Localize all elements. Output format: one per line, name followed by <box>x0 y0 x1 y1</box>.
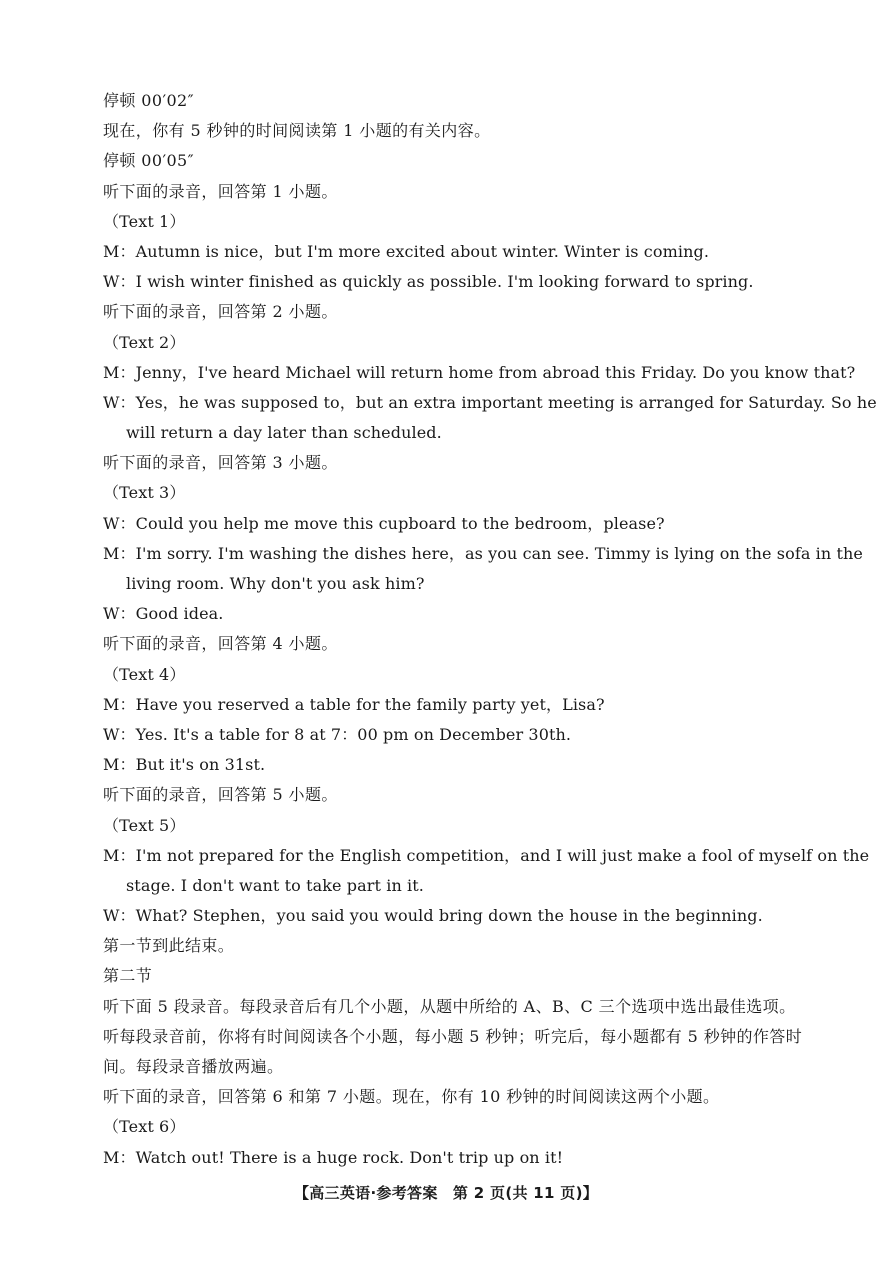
text-label: （Text 5） <box>103 815 186 835</box>
dialogue-line: M：Have you reserved a table for the family party yet，Lisa? <box>103 694 605 714</box>
dialogue-line: M：Jenny，I've heard Michael will return home from abroad this Friday. Do you know that? <box>103 362 856 382</box>
dialogue-line: living room. Why don't you ask him? <box>126 574 425 593</box>
instruction-line: 现在，你有 5 秒钟的时间阅读第 1 小题的有关内容。 <box>103 121 491 141</box>
dialogue-line: M：Autumn is nice，but I'm more excited about winter. Winter is coming. <box>103 241 710 261</box>
instruction-line: 听下面 5 段录音。每段录音后有几个小题，从题中所给的 A、B、C 三个选项中选出最佳选项。 <box>103 996 796 1016</box>
instruction-line: 停顿 00′02″ <box>103 91 195 110</box>
instruction-line: 听下面的录音，回答第 3 小题。 <box>103 453 338 473</box>
dialogue-line: W：Good idea. <box>103 604 224 624</box>
text-label: （Text 1） <box>103 211 186 231</box>
dialogue-line: W：Could you help me move this cupboard to the bedroom，please? <box>103 513 665 533</box>
text-label: （Text 6） <box>103 1117 186 1137</box>
instruction-line: 听下面的录音，回答第 1 小题。 <box>103 181 338 201</box>
instruction-line: 听下面的录音，回答第 4 小题。 <box>103 634 338 654</box>
dialogue-line: M：I'm sorry. I'm washing the dishes here，as you can see. Timmy is lying on the sofa in the <box>103 543 863 563</box>
instruction-line: 第二节 <box>103 966 153 986</box>
instruction-line: 第一节到此结束。 <box>103 936 235 956</box>
instruction-line: 停顿 00′05″ <box>103 151 195 171</box>
dialogue-line: stage. I don't want to take part in it. <box>126 875 424 895</box>
dialogue-line: W：Yes，he was supposed to，but an extra important meeting is arranged for Saturday. So he <box>103 392 877 412</box>
document-body <box>103 86 877 1173</box>
instruction-line: 听下面的录音，回答第 5 小题。 <box>103 785 338 805</box>
instruction-line: 听每段录音前，你将有时间阅读各个小题，每小题 5 秒钟；听完后，每小题都有 5 秒钟的作答时 <box>103 1026 803 1046</box>
page-footer: 【高三英语·参考答案 第 2 页(共 11 页)】 <box>293 1184 599 1202</box>
dialogue-line: M：But it's on 31st. <box>103 755 266 775</box>
dialogue-line: W：What? Stephen，you said you would bring down the house in the beginning. <box>103 906 763 926</box>
dialogue-line: M：Watch out! There is a huge rock. Don't trip up on it! <box>103 1147 564 1167</box>
instruction-line: 听下面的录音，回答第 2 小题。 <box>103 302 338 322</box>
instruction-line: 间。每段录音播放两遍。 <box>103 1057 284 1076</box>
dialogue-line: M：I'm not prepared for the English competition，and I will just make a fool of myself on the <box>103 845 870 865</box>
text-label: （Text 4） <box>103 664 186 684</box>
instruction-line: 听下面的录音，回答第 6 和第 7 小题。现在，你有 10 秒钟的时间阅读这两个小题。 <box>103 1087 720 1107</box>
text-label: （Text 2） <box>103 332 186 352</box>
dialogue-line: will return a day later than scheduled. <box>126 423 442 443</box>
dialogue-line: W：I wish winter finished as quickly as possible. I'm looking forward to spring. <box>103 272 754 292</box>
dialogue-line: W：Yes. It's a table for 8 at 7：00 pm on December 30th. <box>103 724 572 744</box>
text-label: （Text 3） <box>103 483 186 503</box>
